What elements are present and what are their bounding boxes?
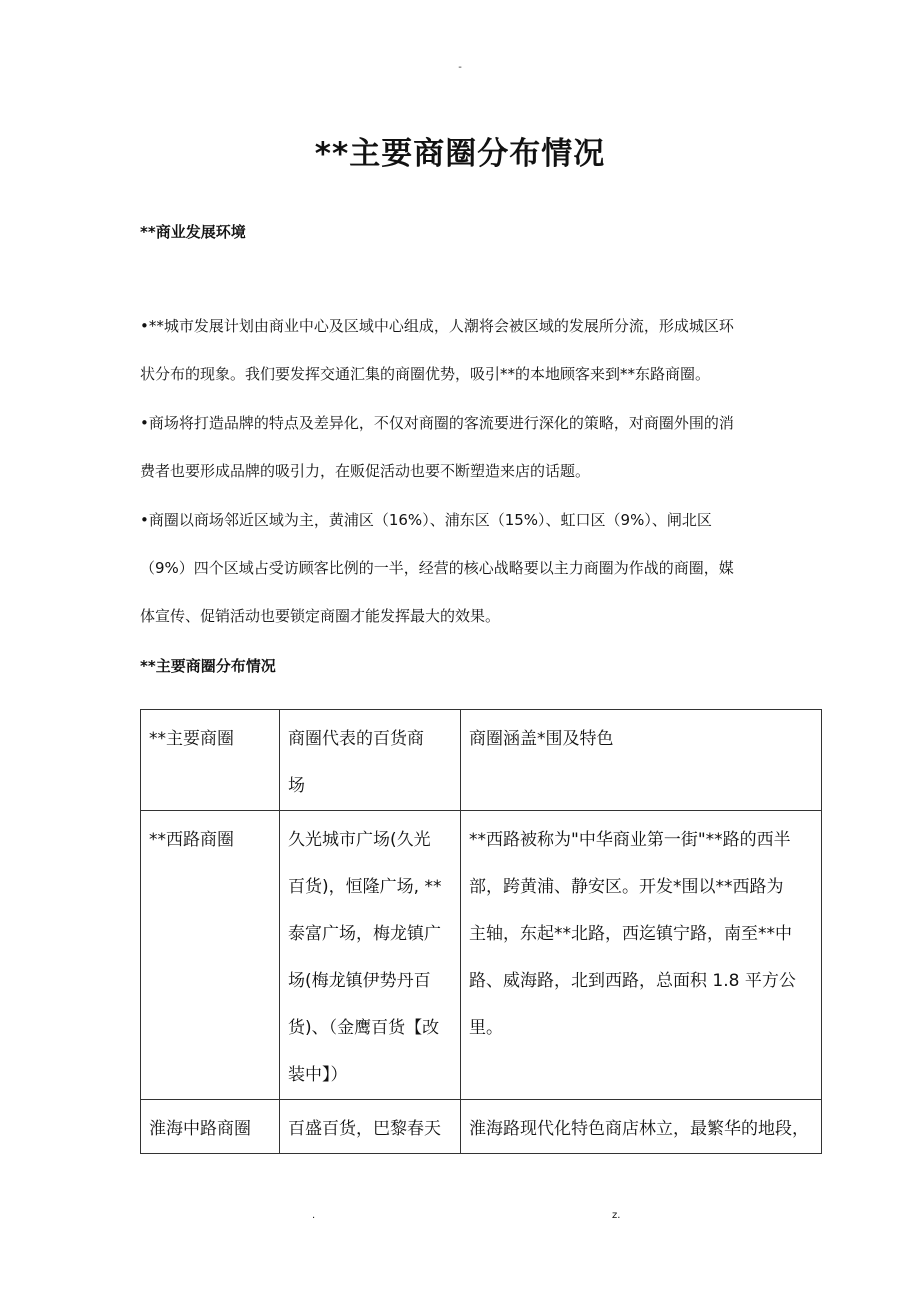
cell-line: 久光城市广场(久光 xyxy=(288,830,431,850)
footer-right-mark: z. xyxy=(612,1210,621,1221)
cell-line: 商圈涵盖*围及特色 xyxy=(469,729,614,749)
paragraph-city-plan xyxy=(140,302,790,398)
paragraph-line: •商圈以商场邻近区域为主，黄浦区（16%）、浦东区（15%）、虹口区（9%）、闸北区 xyxy=(140,511,712,529)
footer-left-mark: . xyxy=(312,1210,316,1221)
page-header-mark: - xyxy=(458,62,462,73)
table-header-cell xyxy=(461,710,822,811)
table-header-cell xyxy=(280,710,461,811)
table-cell xyxy=(461,811,822,1100)
paragraph-line: •**城市发展计划由商业中心及区域中心组成，人潮将会被区域的发展所分流，形成城区环 xyxy=(140,317,734,335)
cell-line: **西路被称为"中华商业第一街"**路的西半 xyxy=(469,830,791,850)
cell-line: 泰富广场，梅龙镇广 xyxy=(288,924,441,944)
table-row xyxy=(141,1100,822,1154)
table-cell xyxy=(141,1100,280,1154)
cell-line: 路、威海路，北到西路，总面积 1.8 平方公 xyxy=(469,971,796,991)
business-district-table xyxy=(140,709,822,1154)
cell-line: 里。 xyxy=(469,1018,503,1038)
table-cell xyxy=(461,1100,822,1154)
cell-line: 部，跨黄浦、静安区。开发*围以**西路为 xyxy=(469,877,784,897)
section-heading-business-environment: **商业发展环境 xyxy=(140,223,246,241)
paragraph-line: 体宣传、促销活动也要锁定商圈才能发挥最大的效果。 xyxy=(140,607,501,625)
table-cell xyxy=(280,811,461,1100)
cell-line: 淮海路现代化特色商店林立，最繁华的地段， xyxy=(469,1119,809,1139)
table-cell xyxy=(280,1100,461,1154)
paragraph-line: •商场将打造品牌的特点及差异化，不仅对商圈的客流要进行深化的策略，对商圈外围的消 xyxy=(140,414,734,432)
cell-line: **西路商圈 xyxy=(149,830,234,850)
table-row xyxy=(141,811,822,1100)
cell-line: 百货)，恒隆广场, ** xyxy=(288,877,442,897)
cell-line: 装中】） xyxy=(288,1065,348,1085)
document-title: **主要商圈分布情况 xyxy=(314,136,606,172)
table-header-cell xyxy=(141,710,280,811)
cell-line: 淮海中路商圈 xyxy=(149,1119,251,1139)
cell-line: 货)、（金鹰百货【改 xyxy=(288,1018,440,1038)
cell-line: 场 xyxy=(288,776,305,796)
cell-line: 商圈代表的百货商 xyxy=(288,729,424,749)
paragraph-line: （9%）四个区域占受访顾客比例的一半，经营的核心战略要以主力商圈为作战的商圈，媒 xyxy=(140,559,734,577)
table-cell xyxy=(141,811,280,1100)
section-heading-main-districts: **主要商圈分布情况 xyxy=(140,657,276,675)
paragraph-line: 状分布的现象。我们要发挥交通汇集的商圈优势，吸引**的本地顾客来到**东路商圈。 xyxy=(140,365,711,383)
cell-line: 百盛百货，巴黎春天 xyxy=(288,1119,441,1139)
cell-line: **主要商圈 xyxy=(149,729,234,749)
paragraph-brand-differentiation xyxy=(140,399,790,495)
paragraph-district-share xyxy=(140,496,790,640)
cell-line: 主轴，东起**北路，西迄镇宁路，南至**中 xyxy=(469,924,792,944)
cell-line: 场(梅龙镇伊势丹百 xyxy=(288,971,431,991)
table-header-row xyxy=(141,710,822,811)
paragraph-line: 费者也要形成品牌的吸引力，在贩促活动也要不断塑造来店的话题。 xyxy=(140,462,591,480)
